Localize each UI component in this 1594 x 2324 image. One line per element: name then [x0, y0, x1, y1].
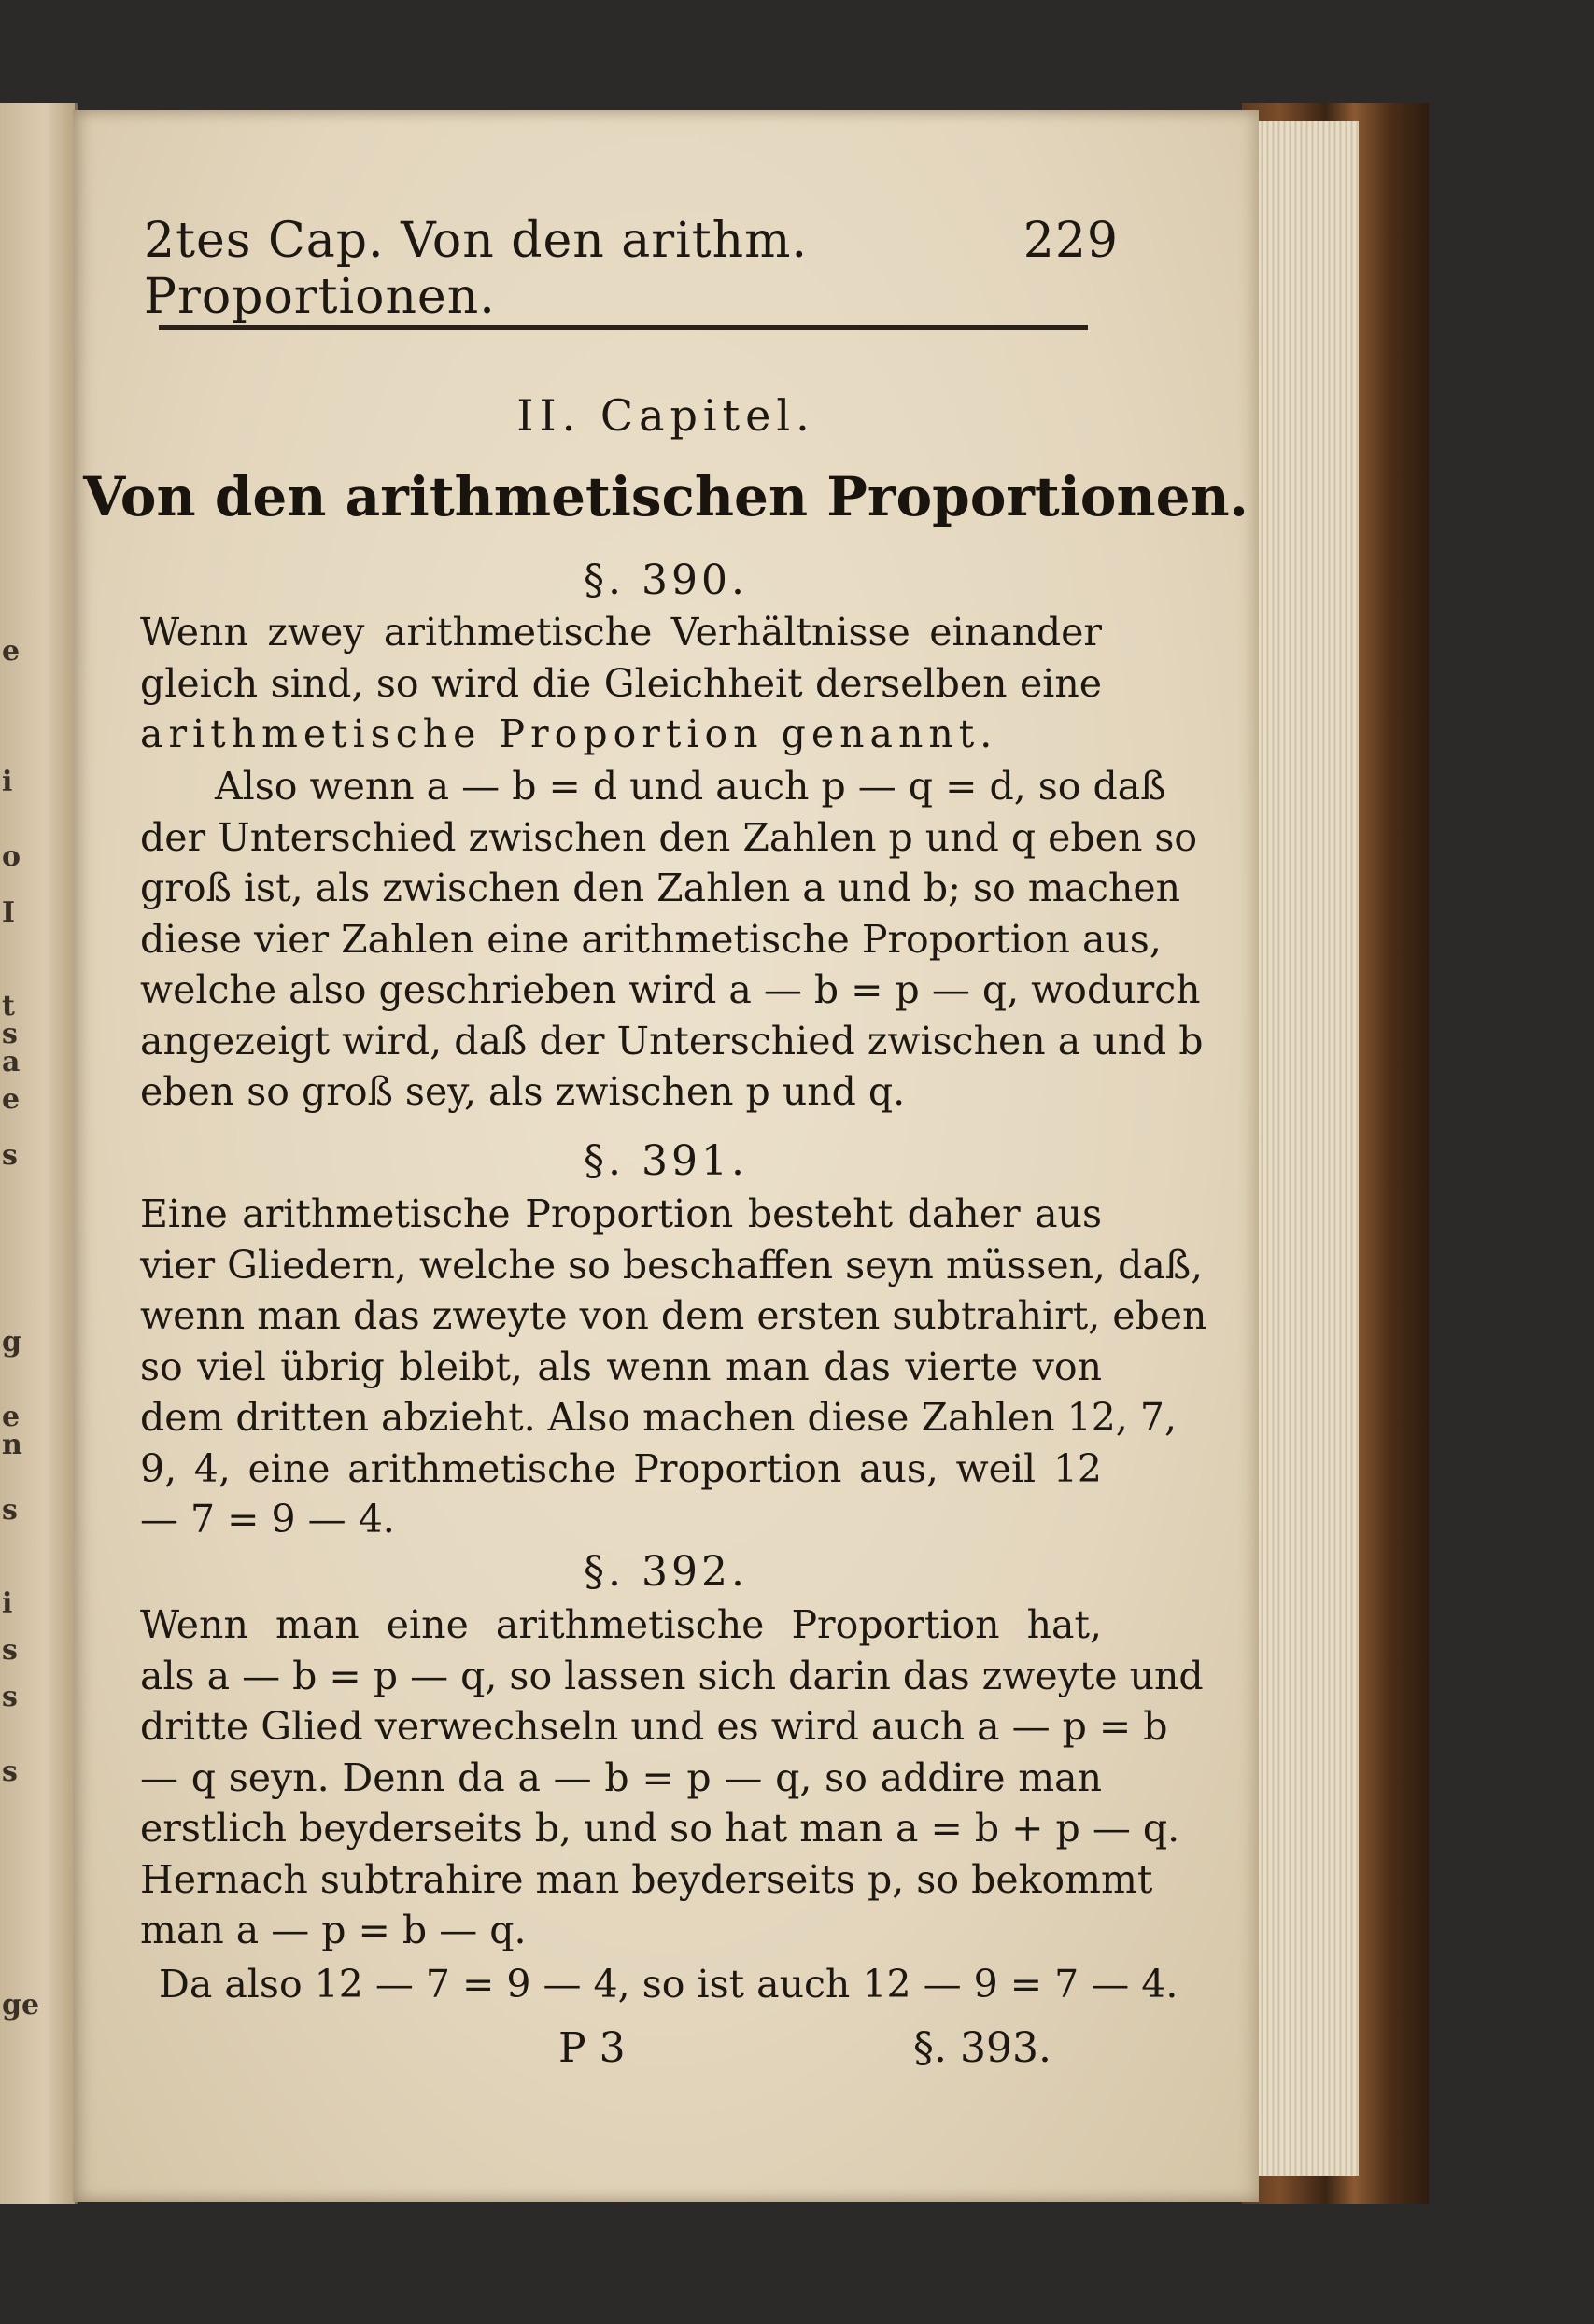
text-line: Wenn man eine arithmetische Proportion hat, — [140, 1602, 1102, 1647]
margin-letter: s — [2, 1755, 18, 1788]
text-line: Eine arithmetische Proportion besteht daher aus — [140, 1191, 1102, 1236]
section-heading: §. 390. — [584, 556, 748, 604]
text-line: Wenn zwey arithmetische Verhältnisse einander — [140, 610, 1102, 655]
running-head-title: 2tes Cap. Von den arithm. Proportionen. — [144, 213, 809, 325]
text-line: groß ist, als zwischen den Zahlen a und b; so machen — [140, 866, 1181, 910]
text-line: welche also geschrieben wird a — b = p — q, wodurch — [140, 967, 1201, 1012]
running-head — [138, 213, 1119, 325]
chapter-label: II. Capitel. — [516, 390, 815, 441]
text-line: arithmetische Proportion genannt. — [140, 711, 998, 756]
paragraph — [140, 1959, 1178, 2010]
text-line: — 7 = 9 — 4. — [140, 1497, 395, 1542]
text-line: angezeigt wird, daß der Unterschied zwischen a und b — [140, 1018, 1204, 1063]
text-line: dritte Glied verwechseln und es wird auch a — p = b — [140, 1704, 1168, 1749]
margin-letter: s — [2, 1139, 18, 1172]
book-page — [73, 110, 1259, 2202]
text-line: man a — p = b — q. — [140, 1908, 527, 1952]
margin-letter: i — [2, 766, 13, 798]
text-line: Also wenn a — b = d und auch p — q = d, so daß — [215, 764, 1166, 809]
signature-mark: P 3 — [558, 2024, 626, 2072]
margin-letter: s — [2, 1681, 18, 1713]
paragraph — [140, 761, 1204, 1118]
margin-letter: n — [2, 1429, 22, 1461]
section-heading: §. 392. — [584, 1548, 748, 1596]
margin-letter: o — [2, 840, 21, 873]
margin-letter: i — [2, 1587, 13, 1620]
text-line: Da also 12 — 7 = 9 — 4, so ist auch 12 — 9 = 7 — 4. — [159, 1962, 1178, 2007]
margin-letter: g — [2, 1326, 21, 1359]
catchword: §. 393. — [913, 2024, 1051, 2072]
text-line: 9, 4, eine arithmetische Proportion aus, weil 12 — [140, 1445, 1102, 1491]
page-stack — [1247, 121, 1359, 2176]
margin-letter: e — [2, 635, 21, 668]
text-line: wenn man das zweyte von dem ersten subtrahirt, eben — [140, 1293, 1207, 1338]
chapter-title: Von den arithmetischen Proportionen. — [83, 465, 1248, 528]
margin-letter: s — [2, 1494, 18, 1527]
text-line: vier Gliedern, welche so beschaffen seyn müssen, daß, — [140, 1242, 1204, 1288]
paragraph — [140, 607, 1102, 760]
page-number: 229 — [1023, 213, 1119, 269]
text-line: dem dritten abzieht. Also machen diese Zahlen 12, 7, — [140, 1395, 1177, 1440]
text-line: erstlich beyderseits b, und so hat man a = b + p — q. — [140, 1806, 1180, 1851]
margin-letter: s — [2, 1018, 18, 1050]
section-heading: §. 391. — [584, 1137, 748, 1185]
text-line: — q seyn. Denn da a — b = p — q, so addire man — [140, 1754, 1102, 1800]
margin-letter: t — [2, 990, 15, 1022]
margin-letter: a — [2, 1046, 21, 1078]
margin-letter: e — [2, 1401, 21, 1433]
margin-letter: ge — [2, 1989, 40, 2021]
text-line: Hernach subtrahire man beyderseits p, so bekommt — [140, 1856, 1153, 1902]
margin-letter: s — [2, 1634, 18, 1667]
text-line: als a — b = p — q, so lassen sich darin das zweyte und — [140, 1653, 1204, 1698]
facing-page-margin-letters — [0, 103, 75, 2204]
margin-letter: e — [2, 1083, 21, 1116]
page-content — [138, 213, 1119, 325]
text-line: der Unterschied zwischen den Zahlen p und q eben so — [140, 814, 1198, 860]
facing-page-edge — [0, 103, 78, 2204]
text-line: diese vier Zahlen eine arithmetische Proportion aus, — [140, 916, 1162, 962]
paragraph — [140, 1599, 1204, 1956]
text-line: eben so groß sey, als zwischen p und q. — [140, 1069, 906, 1114]
margin-letter: I — [2, 896, 16, 929]
text-line: gleich sind, so wird die Gleichheit derselben eine — [140, 660, 1102, 706]
text-line: so viel übrig bleibt, als wenn man das vierte von — [140, 1344, 1102, 1389]
header-rule — [159, 325, 1088, 330]
paragraph — [140, 1189, 1207, 1545]
